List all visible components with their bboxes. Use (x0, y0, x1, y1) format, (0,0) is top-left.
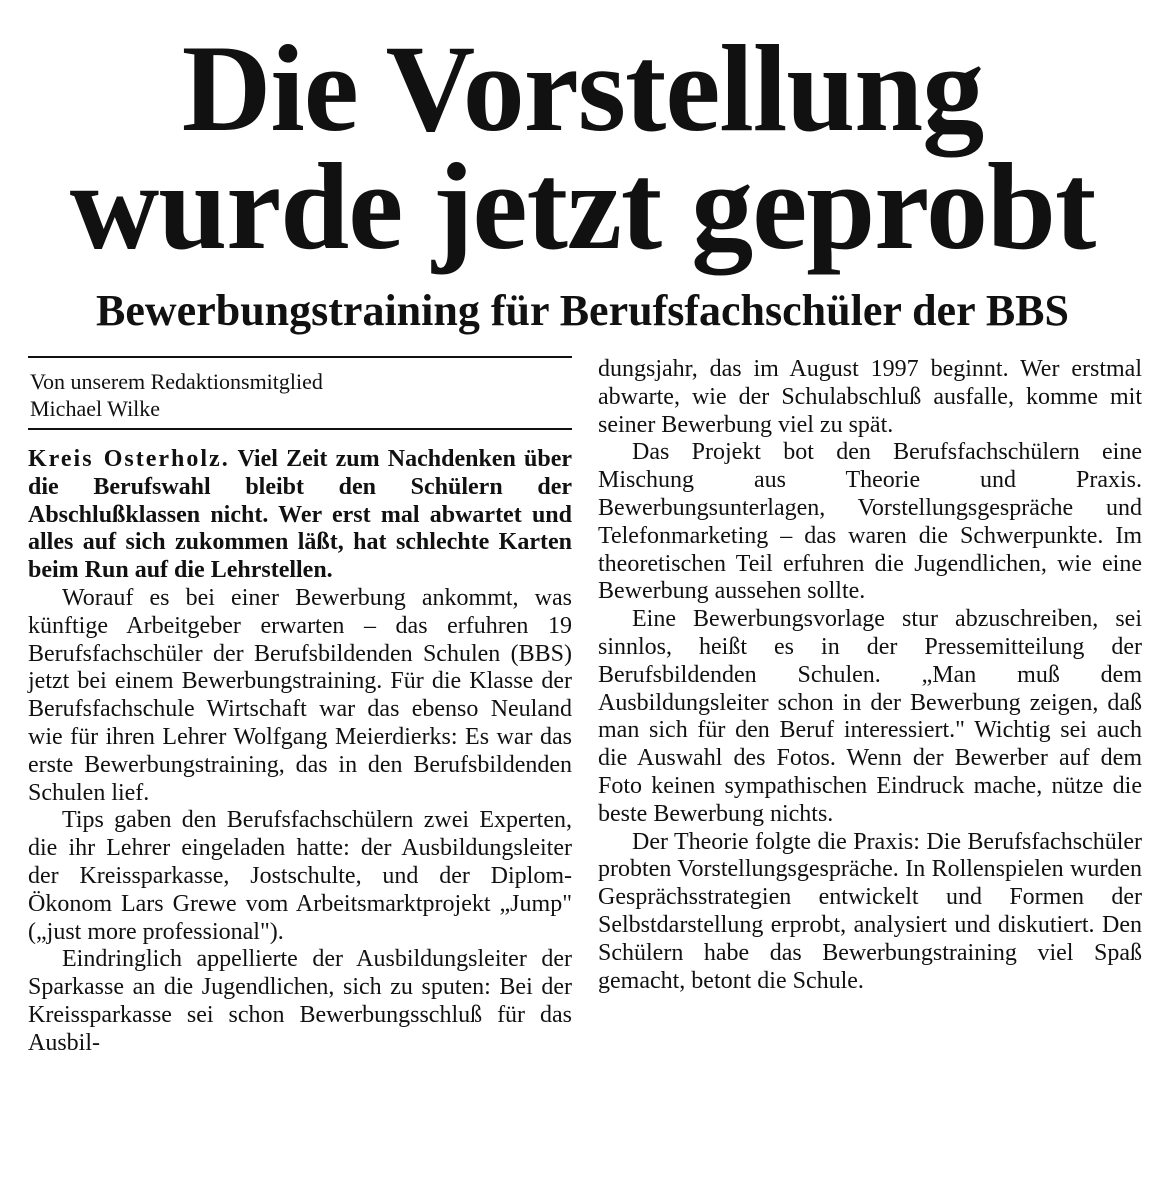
byline-author: Michael Wilke (30, 396, 161, 421)
paragraph-3-start: Eindringlich appellierte der Ausbildungsleiter der Sparkasse an die Jugendlichen, sich zu sputen: Bei der Kreissparkasse sei schon Bewerbungsschluß für das Ausbil- (28, 946, 572, 1056)
column-left (28, 356, 572, 1058)
byline (28, 358, 572, 428)
subheadline: Bewerbungstraining für Berufsfachschüler der BBS (96, 286, 1069, 335)
paragraph-6: Der Theorie folgte die Praxis: Die Berufsfachschüler probten Vorstellungsgespräche. In Rollenspielen wurden Gesprächsstrategien entwickelt und Formen der Selbstdarstellung erprobt, analysiert und diskutiert. Den Schülern habe das Bewerbungstraining viel Spaß gemacht, betont die Schule. (598, 828, 1142, 994)
dateline: Kreis Osterholz. (28, 446, 230, 472)
headline-line-2: wurde jetzt geprobt (69, 138, 1096, 275)
column-right (598, 356, 1142, 995)
paragraph-4: Das Projekt bot den Berufsfachschülern eine Mischung aus Theorie und Praxis. Bewerbungsunterlagen, Vorstellungsgespräche und Telefonmarketing – das waren die Schwerpunkte. Im theoretischen Teil erfuhren die Jugendlichen, wie eine Bewerbung aussehen sollte. (598, 439, 1142, 605)
paragraph-2: Tips gaben den Berufsfachschülern zwei Experten, die ihr Lehrer eingeladen hatte: der Ausbildungsleiter der Kreissparkasse, Jostschulte, und der Diplom-Ökonom Lars Grewe vom Arbeitsmarktprojekt „Jump" („just more professional"). (28, 807, 572, 945)
lead-text: Viel Zeit zum Nachdenken über die Berufswahl bleibt den Schülern der Abschlußklassen nicht. Wer erst mal abwartet und alles auf sich zukommen läßt, hat schlechte Karten beim Run auf die Lehrstellen. (28, 446, 572, 584)
headline-line-1: Die Vorstellung (181, 20, 984, 157)
paragraph-1: Worauf es bei einer Bewerbung ankommt, was künftige Arbeitgeber erwarten – das erfuhren 19 Berufsfachschüler der Berufsbildenden Schulen (BBS) jetzt bei einem Bewerbungstraining. Für die Klasse der Berufsfachschule Wirtschaft war das ebenso Neuland wie für ihren Lehrer Wolfgang Meierdierks: Es war das erste Bewerbungstraining, das in den Berufsbildenden Schulen lief. (28, 584, 572, 806)
lead-paragraph (28, 446, 572, 585)
paragraph-5: Eine Bewerbungsvorlage stur abzuschreiben, sei sinnlos, heißt es in der Pressemitteilung der Berufsbildenden Schulen. „Man muß dem Ausbildungsleiter schon in der Bewerbung zeigen, daß man sich für den Beruf interessiert." Wichtig sei auch die Auswahl des Fotos. Wenn der Bewerber auf dem Foto keinen sympathischen Eindruck mache, nütze die beste Bewerbung nichts. (598, 606, 1142, 827)
byline-rule-bottom (28, 428, 572, 430)
headline (0, 20, 1165, 275)
paragraph-3-end: dungsjahr, das im August 1997 beginnt. Wer erstmal abwarte, wie der Schulabschluß ausfalle, komme mit seiner Bewerbung viel zu spät. (598, 356, 1142, 438)
byline-role: Von unserem Redaktionsmitglied (30, 369, 323, 394)
